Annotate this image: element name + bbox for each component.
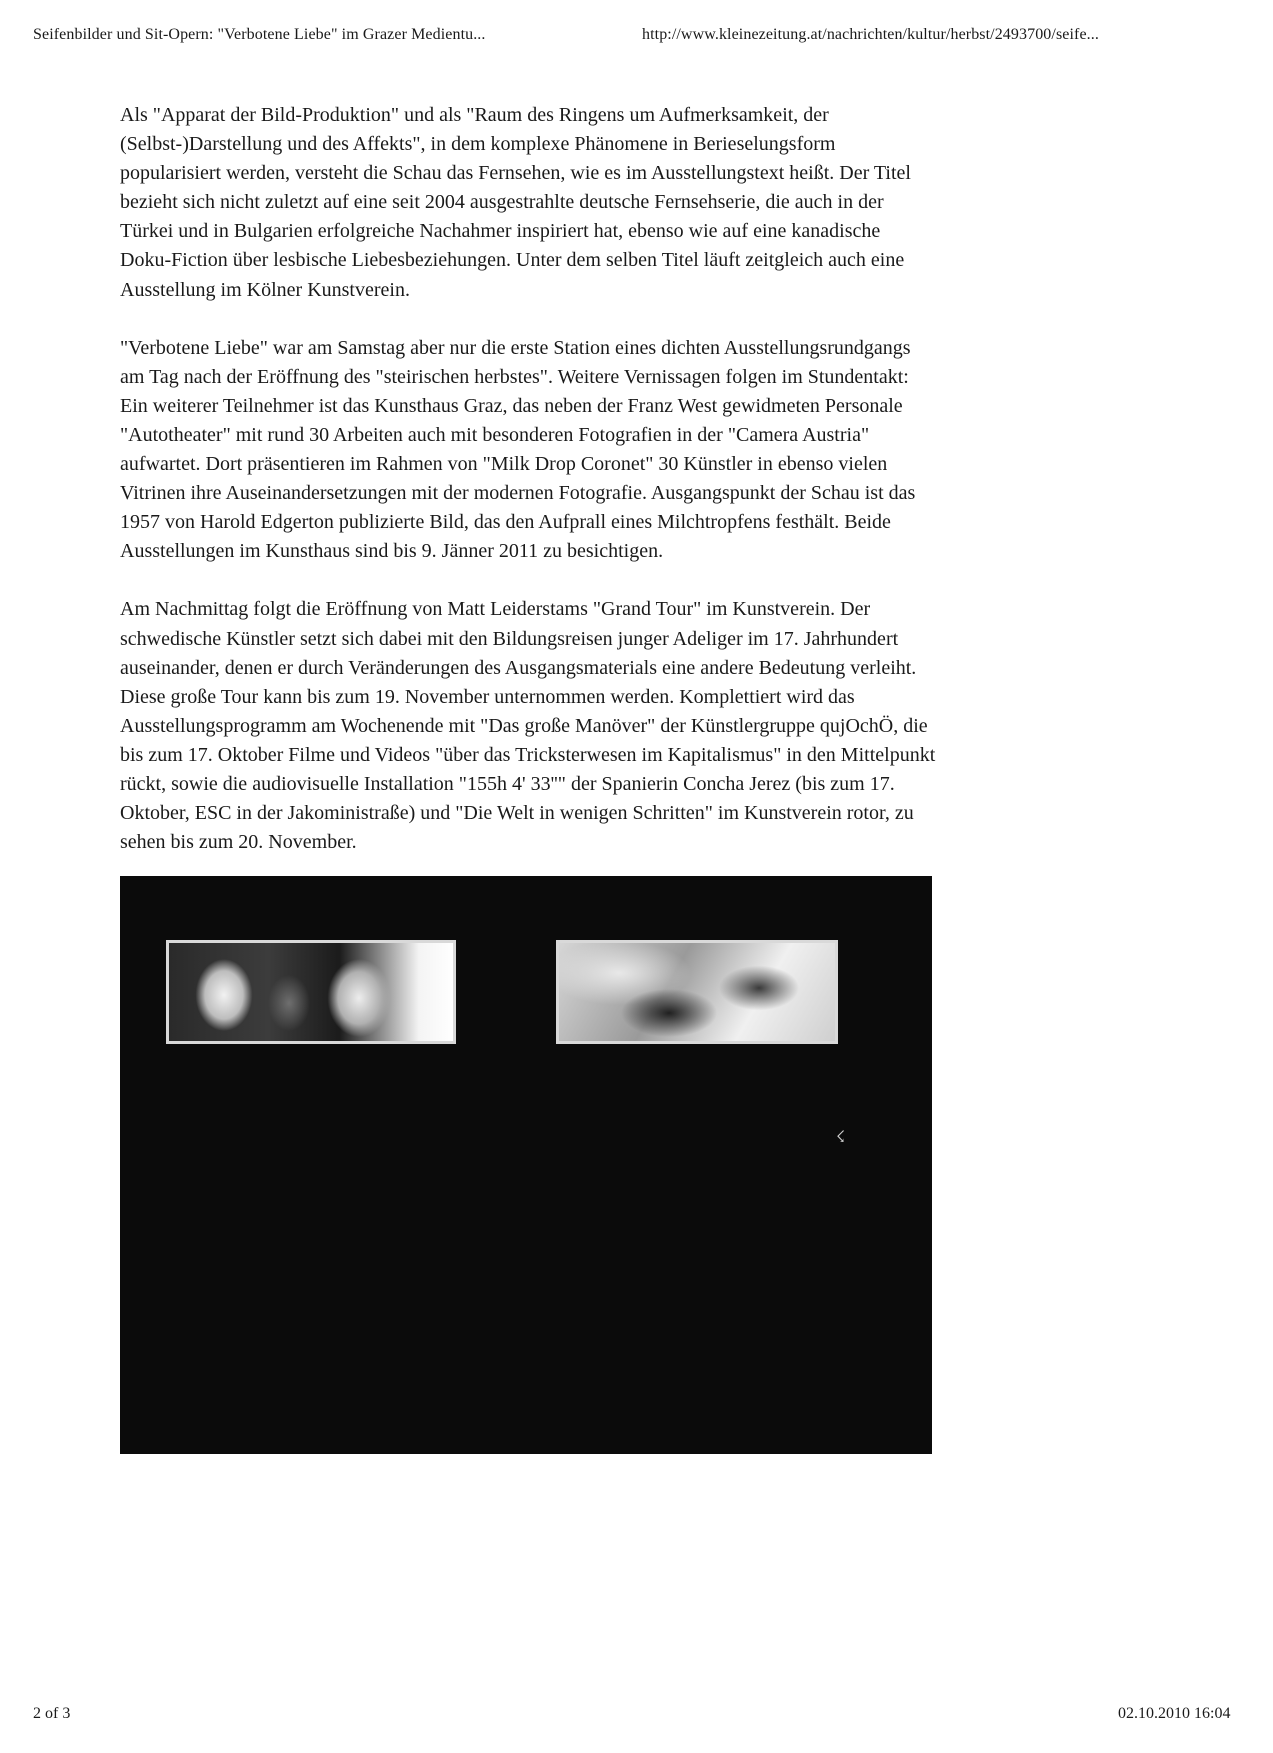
print-timestamp: 02.10.2010 16:04 bbox=[1118, 1705, 1231, 1722]
paragraph-line: Ein weiterer Teilnehmer ist das Kunsthaus Graz, das neben der Franz West gewidmeten Personale bbox=[120, 394, 903, 417]
article-body bbox=[120, 101, 1130, 886]
paragraph-line: aufwartet. Dort präsentieren im Rahmen von "Milk Drop Coronet" 30 Künstler in ebenso vielen bbox=[120, 453, 888, 476]
paragraph-line: Diese große Tour kann bis zum 19. November unternommen werden. Komplettiert wird das bbox=[120, 685, 855, 708]
paragraph-line: bis zum 17. Oktober Filme und Videos "über das Tricksterwesen im Kapitalismus" in den Mittelpunkt bbox=[120, 743, 936, 766]
paragraph-line: Ausstellungen im Kunsthaus sind bis 9. Jänner 2011 zu besichtigen. bbox=[120, 540, 664, 563]
paragraph-line: Ausstellungsprogramm am Wochenende mit "Das große Manöver" der Künstlergruppe qujOchÖ, die bbox=[120, 714, 928, 737]
page-header-url: http://www.kleinezeitung.at/nachrichten/kultur/herbst/2493700/seife... bbox=[642, 26, 1099, 43]
paragraph-line: Doku-Fiction über lesbische Liebesbeziehungen. Unter dem selben Titel läuft zeitgleich auch eine bbox=[120, 249, 905, 272]
paragraph-line: bezieht sich nicht zuletzt auf eine seit 2004 ausgestrahlte deutsche Fernsehserie, die auch in der bbox=[120, 191, 884, 214]
paragraph-line: Als "Apparat der Bild-Produktion" und als "Raum des Ringens um Aufmerksamkeit, der bbox=[120, 104, 829, 126]
video-still-closeup bbox=[556, 940, 838, 1044]
paragraph-line: Vitrinen ihre Auseinandersetzungen mit der modernen Fotografie. Ausgangspunkt der Schau ist das bbox=[120, 482, 916, 505]
page-number: 2 of 3 bbox=[33, 1705, 71, 1722]
article-paragraph-3 bbox=[120, 595, 1130, 857]
paragraph-line: "Verbotene Liebe" war am Samstag aber nur die erste Station eines dichten Ausstellungsrundgangs bbox=[120, 336, 911, 359]
pointer-cursor-icon: ☇ bbox=[836, 1127, 846, 1146]
paragraph-line: 1957 von Harold Edgerton publizierte Bild, das den Aufprall eines Milchtropfens festhält. Beide bbox=[120, 511, 891, 534]
paragraph-line: sehen bis zum 20. November. bbox=[120, 831, 357, 854]
paragraph-line: Oktober, ESC in der Jakoministraße) und "Die Welt in wenigen Schritten" im Kunstverein rotor, zu bbox=[120, 802, 914, 825]
video-still-couple bbox=[166, 940, 456, 1044]
paragraph-line: schwedische Künstler setzt sich dabei mit den Bildungsreisen junger Adeliger im 17. Jahrhundert bbox=[120, 627, 899, 650]
paragraph-line: (Selbst-)Darstellung und des Affekts", in dem komplexe Phänomene in Berieselungsform bbox=[120, 133, 836, 156]
paragraph-line: Ausstellung im Kölner Kunstverein. bbox=[120, 278, 410, 301]
paragraph-line: Türkei und in Bulgarien erfolgreiche Nachahmer inspiriert hat, ebenso wie auf eine kanadische bbox=[120, 220, 881, 243]
article-photo bbox=[120, 876, 932, 1454]
paragraph-line: Am Nachmittag folgt die Eröffnung von Matt Leiderstams "Grand Tour" im Kunstverein. Der bbox=[120, 598, 871, 621]
article-paragraph-1 bbox=[120, 101, 1130, 305]
paragraph-line: "Autotheater" mit rund 30 Arbeiten auch mit besonderen Fotografien in der "Camera Austria" bbox=[120, 423, 870, 446]
paragraph-line: rückt, sowie die audiovisuelle Installation "155h 4' 33''" der Spanierin Concha Jerez (bis zum 17. bbox=[120, 772, 895, 795]
article-paragraph-2 bbox=[120, 334, 1130, 567]
paragraph-line: auseinander, denen er durch Veränderungen des Ausgangsmaterials eine andere Bedeutung verleiht. bbox=[120, 656, 917, 679]
page-header-title: Seifenbilder und Sit-Opern: "Verbotene Liebe" im Grazer Medientu... bbox=[33, 26, 486, 43]
paragraph-line: popularisiert werden, versteht die Schau das Fernsehen, wie es im Ausstellungstext heißt. Der Titel bbox=[120, 162, 911, 185]
paragraph-line: am Tag nach der Eröffnung des "steirischen herbstes". Weitere Vernissagen folgen im Stundentakt: bbox=[120, 365, 909, 388]
